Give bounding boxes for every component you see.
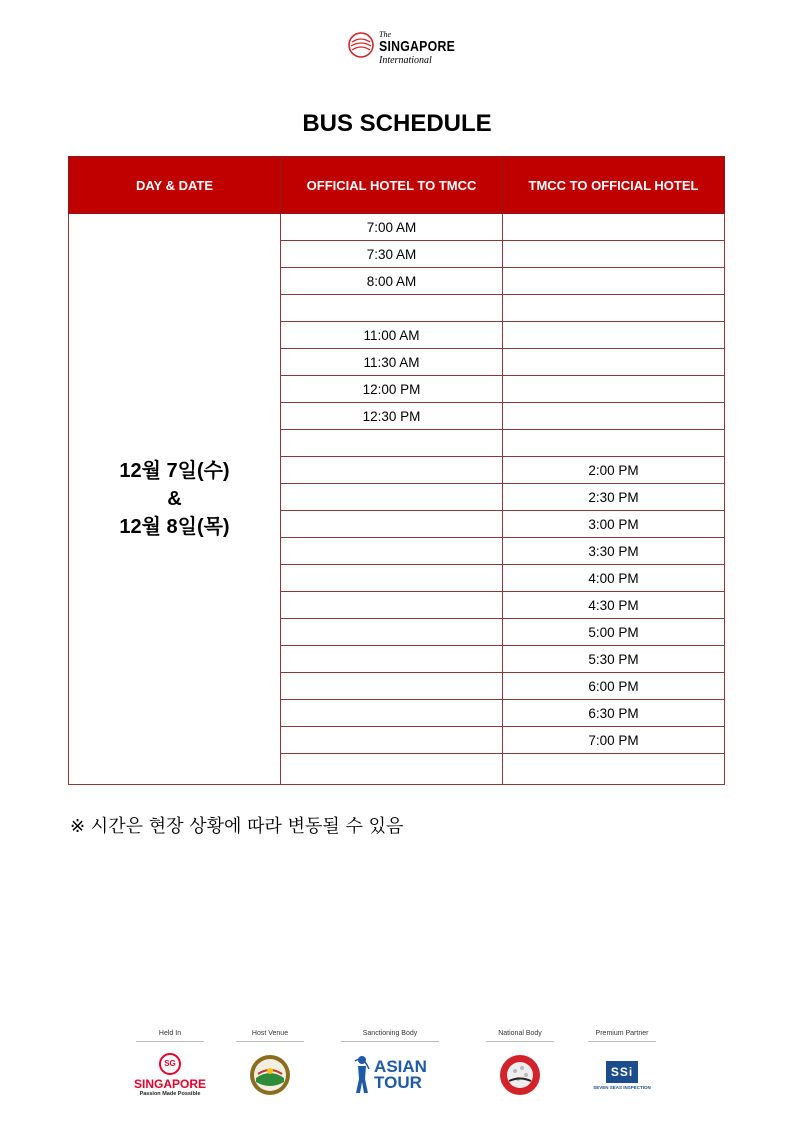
- sponsor-caption: Sanctioning Body: [341, 1030, 439, 1042]
- hotel-to-tmcc-time: 11:30 AM: [281, 349, 503, 376]
- tmcc-to-hotel-time: 6:00 PM: [503, 673, 725, 700]
- table-row: [69, 214, 725, 241]
- singapore-tagline: Passion Made Possible: [139, 1091, 201, 1097]
- hotel-to-tmcc-time: [281, 754, 503, 785]
- sponsor-caption: National Body: [486, 1030, 554, 1042]
- header-day-date: DAY & DATE: [69, 157, 281, 214]
- tmcc-to-hotel-time: [503, 430, 725, 457]
- sponsor-national-body: [480, 1030, 560, 1100]
- sponsor-caption: Held In: [136, 1030, 204, 1042]
- hotel-to-tmcc-time: [281, 619, 503, 646]
- hotel-to-tmcc-time: 12:00 PM: [281, 376, 503, 403]
- tmcc-to-hotel-time: 3:30 PM: [503, 538, 725, 565]
- sponsor-sanctioning-body: [335, 1030, 445, 1100]
- asian-tour-word-1: ASIAN: [374, 1057, 427, 1076]
- tmcc-to-hotel-time: 2:00 PM: [503, 457, 725, 484]
- tmcc-to-hotel-time: 4:30 PM: [503, 592, 725, 619]
- hotel-to-tmcc-time: [281, 295, 503, 322]
- hotel-to-tmcc-time: [281, 727, 503, 754]
- tmcc-to-hotel-time: [503, 403, 725, 430]
- hotel-to-tmcc-time: [281, 538, 503, 565]
- tmcc-to-hotel-time: 6:30 PM: [503, 700, 725, 727]
- day-date-cell: [69, 214, 281, 785]
- header-hotel-to-tmcc: OFFICIAL HOTEL TO TMCC: [281, 157, 503, 214]
- day-date-line: 12월 8일(목): [119, 516, 230, 538]
- day-date-line: &: [167, 488, 182, 510]
- hotel-to-tmcc-time: [281, 457, 503, 484]
- hotel-to-tmcc-time: [281, 646, 503, 673]
- hotel-to-tmcc-time: [281, 511, 503, 538]
- tmcc-to-hotel-time: 7:00 PM: [503, 727, 725, 754]
- golfer-silhouette-icon: [353, 1055, 371, 1095]
- tmcc-to-hotel-time: [503, 268, 725, 295]
- bus-schedule-table: [68, 156, 725, 785]
- tanah-merah-club-crest-icon: [249, 1054, 291, 1096]
- sponsor-held-in: [130, 1030, 210, 1100]
- tmcc-to-hotel-time: [503, 376, 725, 403]
- national-golf-association-icon: [499, 1054, 541, 1096]
- ssi-tagline: SEVEN SEAS INSPECTION: [593, 1084, 651, 1090]
- hotel-to-tmcc-time: 8:00 AM: [281, 268, 503, 295]
- page-title: BUS SCHEDULE: [302, 110, 492, 137]
- logo-top-text: The: [379, 30, 391, 39]
- singapore-international-logo: [345, 28, 455, 68]
- ssi-logo: SSi: [606, 1061, 638, 1083]
- sponsor-host-venue: [230, 1030, 310, 1100]
- tmcc-to-hotel-time: 5:30 PM: [503, 646, 725, 673]
- sponsor-caption: Premium Partner: [588, 1030, 656, 1042]
- hotel-to-tmcc-time: 12:30 PM: [281, 403, 503, 430]
- sponsor-premium-partner: [582, 1030, 662, 1100]
- logo-main-text: SINGAPORE: [379, 38, 456, 55]
- tmcc-to-hotel-time: [503, 754, 725, 785]
- hotel-to-tmcc-time: [281, 673, 503, 700]
- tmcc-to-hotel-time: [503, 295, 725, 322]
- sponsor-caption: Host Venue: [236, 1030, 304, 1042]
- hotel-to-tmcc-time: 7:00 AM: [281, 214, 503, 241]
- tmcc-to-hotel-time: 2:30 PM: [503, 484, 725, 511]
- hotel-to-tmcc-time: [281, 700, 503, 727]
- schedule-body: [69, 214, 725, 785]
- tmcc-to-hotel-time: [503, 214, 725, 241]
- asian-tour-word-2: TOUR: [374, 1073, 422, 1092]
- singapore-sg-icon: SG: [159, 1053, 181, 1075]
- hotel-to-tmcc-time: 11:00 AM: [281, 322, 503, 349]
- header-tmcc-to-hotel: TMCC TO OFFICIAL HOTEL: [503, 157, 725, 214]
- golf-ball-logo-icon: [348, 32, 374, 58]
- hotel-to-tmcc-time: 7:30 AM: [281, 241, 503, 268]
- tmcc-to-hotel-time: 5:00 PM: [503, 619, 725, 646]
- sponsor-bar: [130, 1030, 670, 1110]
- tmcc-to-hotel-time: [503, 349, 725, 376]
- logo-sub-text: International: [379, 55, 432, 66]
- tmcc-to-hotel-time: [503, 322, 725, 349]
- hotel-to-tmcc-time: [281, 430, 503, 457]
- table-header-row: [69, 157, 725, 214]
- hotel-to-tmcc-time: [281, 565, 503, 592]
- singapore-wordmark: SINGAPORE: [133, 1077, 206, 1091]
- tmcc-to-hotel-time: 4:00 PM: [503, 565, 725, 592]
- hotel-to-tmcc-time: [281, 592, 503, 619]
- schedule-note: ※ 시간은 현장 상황에 따라 변동될 수 있음: [70, 816, 404, 837]
- tmcc-to-hotel-time: 3:00 PM: [503, 511, 725, 538]
- tmcc-to-hotel-time: [503, 241, 725, 268]
- hotel-to-tmcc-time: [281, 484, 503, 511]
- day-date-line: 12월 7일(수): [119, 460, 230, 482]
